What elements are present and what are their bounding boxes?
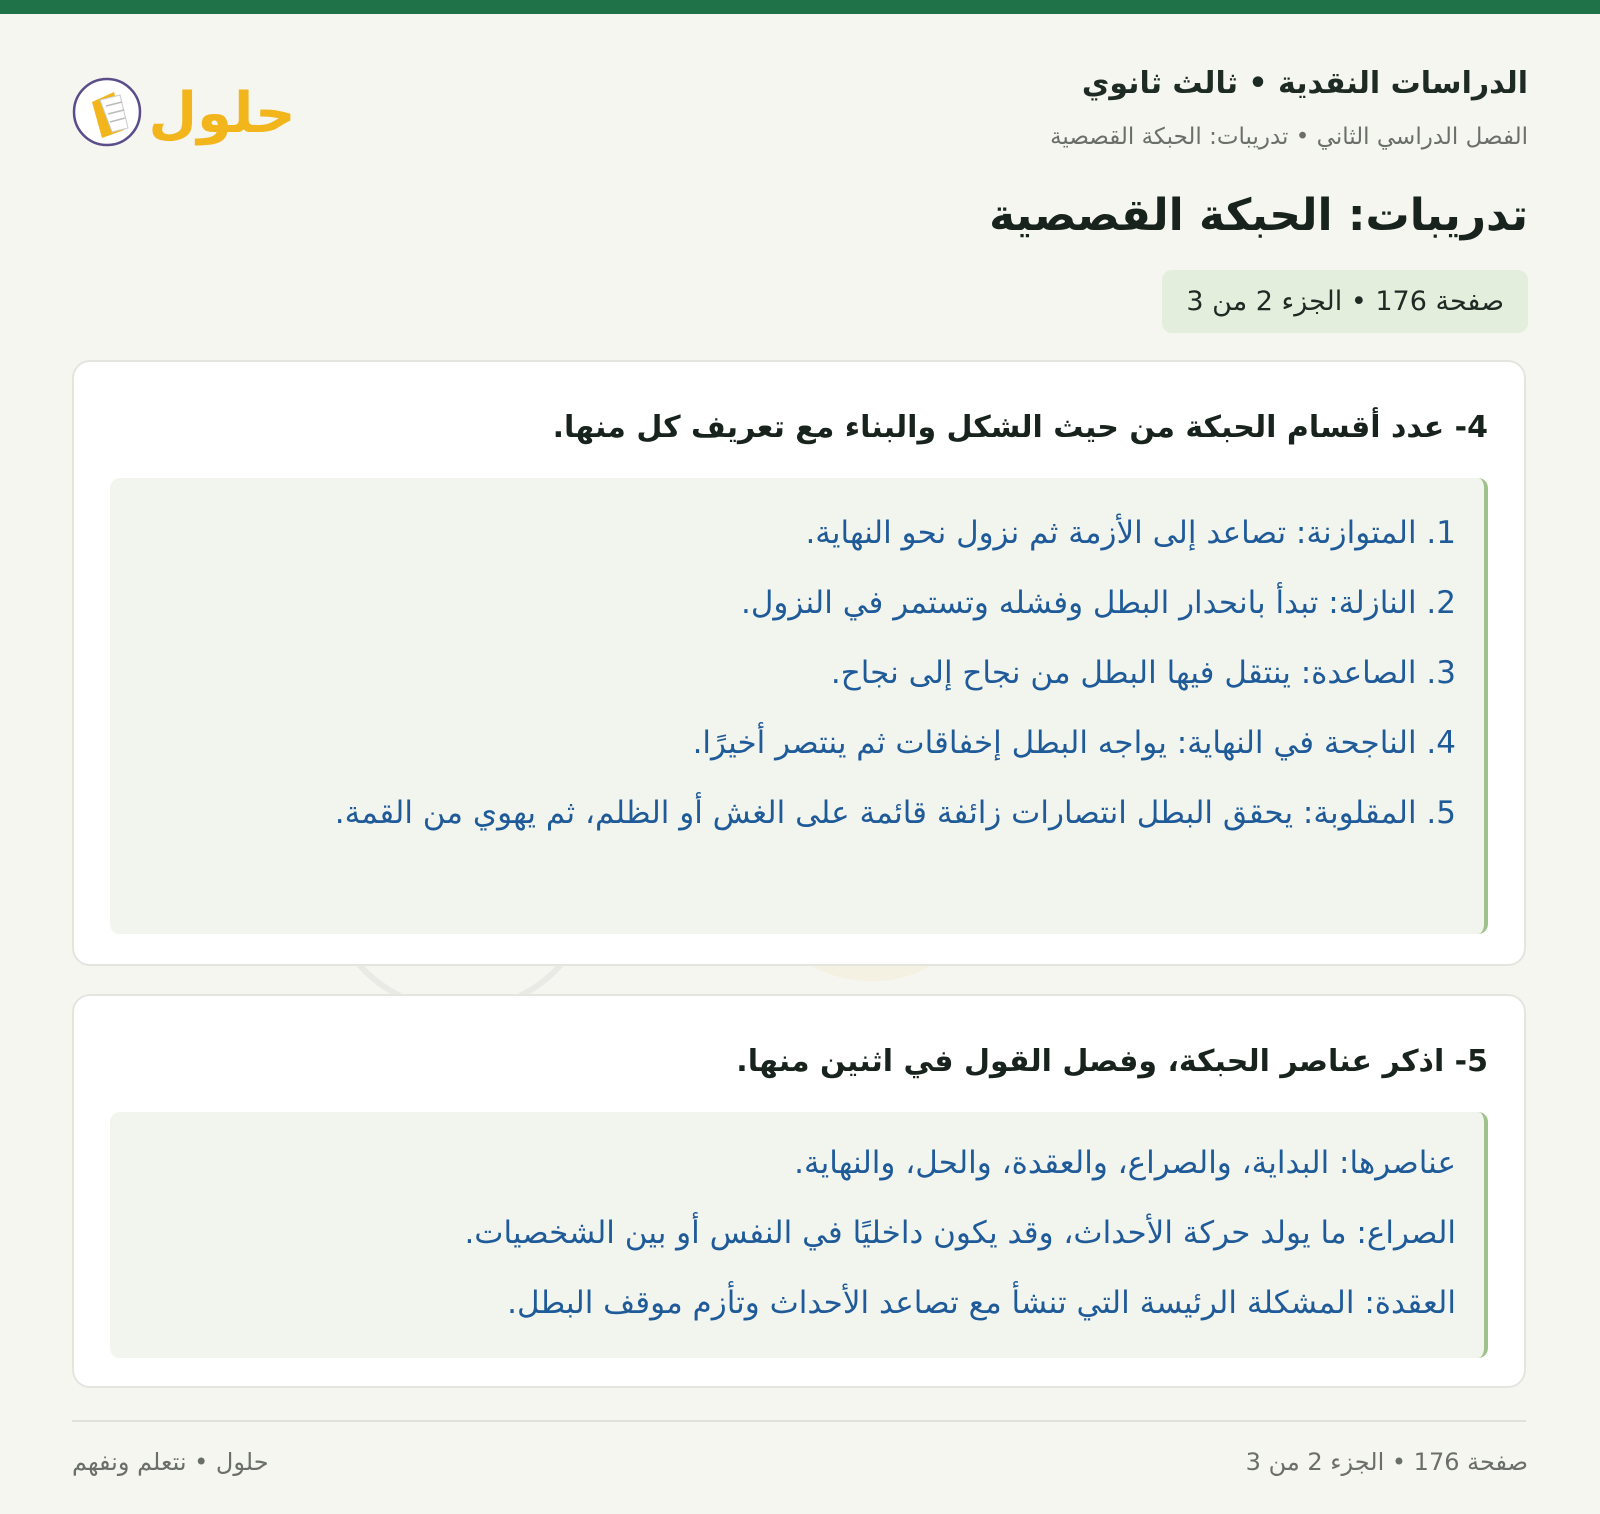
answer-line: عناصرها: البداية، والصراع، والعقدة، والحل، والنهاية. [794, 1145, 1456, 1181]
footer-page-info: صفحة 176 • الجزء 2 من 3 [1245, 1448, 1528, 1476]
answer-line: 1. المتوازنة: تصاعد إلى الأزمة ثم نزول نحو النهاية. [805, 515, 1456, 551]
answer-line: الصراع: ما يولد حركة الأحداث، وقد يكون داخليًا في النفس أو بين الشخصيات. [464, 1215, 1456, 1251]
answer-line: 3. الصاعدة: ينتقل فيها البطل من نجاح إلى نجاح. [830, 655, 1456, 691]
question-card-4 [72, 360, 1526, 966]
page-badge: صفحة 176 • الجزء 2 من 3 [1162, 270, 1528, 333]
top-accent-bar [0, 0, 1600, 14]
logo-text: حلول [148, 81, 296, 146]
answer-line: العقدة: المشكلة الرئيسة التي تنشأ مع تصاعد الأحداث وتأزم موقف البطل. [507, 1285, 1456, 1321]
page-title: تدريبات: الحبكة القصصية [989, 190, 1528, 241]
answer-line: 5. المقلوبة: يحقق البطل انتصارات زائفة قائمة على الغش أو الظلم، ثم يهوي من القمة. [334, 795, 1456, 831]
question-text: 4- عدد أقسام الحبكة من حيث الشكل والبناء مع تعريف كل منها. [552, 410, 1488, 445]
subject-title: الدراسات النقدية • ثالث ثانوي [1081, 66, 1528, 101]
breadcrumb: الفصل الدراسي الثاني • تدريبات: الحبكة القصصية [1050, 124, 1528, 150]
footer-brand: حلول • نتعلم ونفهم [72, 1448, 269, 1476]
page-header [72, 62, 1528, 172]
footer-divider [72, 1420, 1526, 1422]
question-text: 5- اذكر عناصر الحبكة، وفصل القول في اثنين منها. [736, 1044, 1488, 1079]
answer-box [110, 478, 1488, 934]
answer-box [110, 1112, 1488, 1358]
hulool-logo [72, 62, 302, 162]
question-card-5 [72, 994, 1526, 1388]
answer-line: 4. الناجحة في النهاية: يواجه البطل إخفاقات ثم ينتصر أخيرًا. [692, 725, 1456, 761]
answer-line: 2. النازلة: تبدأ بانحدار البطل وفشله وتستمر في النزول. [741, 585, 1456, 621]
